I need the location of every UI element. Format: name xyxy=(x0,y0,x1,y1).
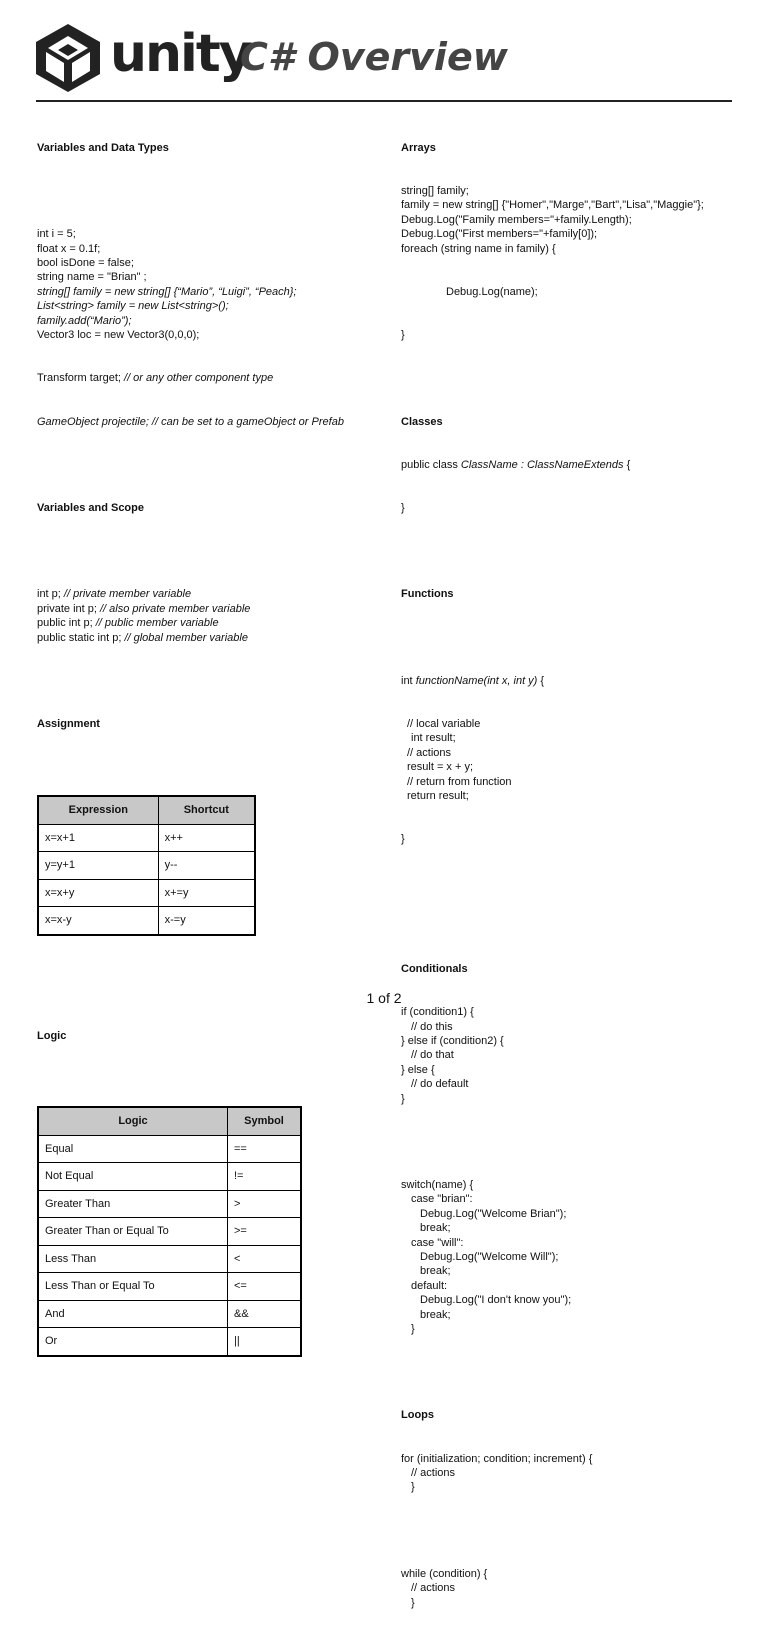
code-line: } else if (condition2) { xyxy=(401,1034,504,1047)
table-cell: > xyxy=(227,1190,301,1218)
code-line: int i = 5; xyxy=(37,228,76,241)
code-line xyxy=(401,458,741,472)
function-code xyxy=(401,717,741,803)
logic-table xyxy=(37,1106,302,1357)
header-divider xyxy=(36,100,732,102)
table-cell: != xyxy=(227,1163,301,1191)
arrays-code xyxy=(401,184,741,256)
section-title-classes: Classes xyxy=(401,415,443,428)
code-line: break; xyxy=(420,1308,451,1321)
code-line: } xyxy=(401,329,405,342)
code-line: } xyxy=(401,501,405,514)
section-title-scope: Variables and Scope xyxy=(37,501,144,514)
code-line: } xyxy=(411,1323,415,1336)
code-line: Debug.Log("Welcome Will"); xyxy=(420,1251,559,1263)
code-line: break; xyxy=(420,1222,451,1235)
section-title-variables: Variables and Data Types xyxy=(37,141,169,154)
code-text: public class xyxy=(401,458,461,471)
table-cell: y-- xyxy=(158,852,255,880)
code-line: } xyxy=(401,833,405,846)
code-line: List<string> family = new List<string>(); xyxy=(37,300,229,313)
section-title-loops: Loops xyxy=(401,1409,434,1422)
while-loop-code xyxy=(401,1567,741,1610)
table-cell: x-=y xyxy=(158,907,255,935)
table-cell: x+=y xyxy=(158,879,255,907)
variables-code xyxy=(37,227,367,342)
table-row xyxy=(38,1135,301,1163)
code-line: string[] family; xyxy=(401,185,469,198)
code-line: int result; xyxy=(411,732,456,745)
table-row xyxy=(38,1328,301,1356)
table-cell: Or xyxy=(38,1328,227,1356)
table-cell: && xyxy=(227,1300,301,1328)
table-row xyxy=(38,1218,301,1246)
code-line: // do default xyxy=(411,1078,469,1091)
left-column xyxy=(37,112,367,1371)
header xyxy=(32,18,732,98)
code-line: case "will": xyxy=(411,1236,464,1249)
code-line: // actions xyxy=(407,746,452,759)
code-line: float x = 0.1f; xyxy=(37,242,101,255)
code-italic: functionName(int x, int y) xyxy=(415,674,538,687)
table-row xyxy=(38,1273,301,1301)
table-header: Expression xyxy=(38,796,158,824)
table-cell: Less Than or Equal To xyxy=(38,1273,227,1301)
code-line xyxy=(401,674,741,688)
section-title-conditionals: Conditionals xyxy=(401,962,468,975)
code-line: bool isDone = false; xyxy=(37,257,134,270)
section-title-arrays: Arrays xyxy=(401,141,436,154)
page-number: 1 of 2 xyxy=(366,990,402,1006)
table-cell: And xyxy=(38,1300,227,1328)
code-line: } xyxy=(401,1092,405,1105)
code-text: int xyxy=(401,674,416,687)
table-row xyxy=(38,1163,301,1191)
code-line: case "brian": xyxy=(411,1193,473,1206)
code-line: // do that xyxy=(411,1049,454,1062)
code-line: if (condition1) { xyxy=(401,1006,474,1019)
code-line xyxy=(37,587,367,601)
unity-logo-icon xyxy=(32,22,104,94)
table-header: Logic xyxy=(38,1107,227,1135)
table-header: Shortcut xyxy=(158,796,255,824)
section-title-logic: Logic xyxy=(37,1030,67,1043)
code-line: switch(name) { xyxy=(401,1178,474,1191)
code-line: string[] family = new string[] {“Mario”, “Luigi”, “Peach}; xyxy=(37,285,297,298)
code-line: GameObject projectile; // can be set to a gameObject or Prefab xyxy=(37,415,344,428)
code-line: // local variable xyxy=(407,718,481,731)
code-line: Debug.Log("Family members="+family.Length); xyxy=(401,213,632,226)
table-row xyxy=(38,1300,301,1328)
code-line: while (condition) { xyxy=(401,1567,488,1580)
code-line: Debug.Log(name); xyxy=(446,285,538,298)
code-line: Debug.Log("First members="+family[0]); xyxy=(401,228,598,241)
code-line: result = x + y; xyxy=(407,761,474,774)
code-line: // actions xyxy=(411,1467,456,1480)
table-cell: < xyxy=(227,1245,301,1273)
table-row xyxy=(38,1190,301,1218)
table-cell: >= xyxy=(227,1218,301,1246)
code-line: return result; xyxy=(407,790,469,803)
table-cell: <= xyxy=(227,1273,301,1301)
table-cell: Not Equal xyxy=(38,1163,227,1191)
for-loop-code xyxy=(401,1452,741,1495)
table-cell: Less Than xyxy=(38,1245,227,1273)
code-line: // return from function xyxy=(407,775,512,788)
section-title-assignment: Assignment xyxy=(37,718,100,730)
table-cell: x++ xyxy=(158,824,255,852)
switch-code xyxy=(401,1178,741,1336)
code-line: foreach (string name in family) { xyxy=(401,242,556,255)
brand-name: unity xyxy=(110,24,251,84)
code-line xyxy=(37,616,367,630)
code-line: family.add(“Mario”); xyxy=(37,314,132,327)
assignment-table xyxy=(37,795,256,936)
code-line: } xyxy=(411,1481,415,1494)
code-comment: // or any other component type xyxy=(124,372,274,385)
code-line: family = new string[] {"Homer","Marge","Bart","Lisa","Maggie"}; xyxy=(401,199,704,212)
code-line: for (initialization; condition; increment) { xyxy=(401,1452,593,1465)
code-text: int p; xyxy=(37,588,64,601)
code-text: private int p; xyxy=(37,602,100,615)
code-line: default: xyxy=(411,1279,448,1292)
table-cell: y=y+1 xyxy=(38,852,158,880)
code-text: { xyxy=(623,458,631,471)
table-row xyxy=(38,1245,301,1273)
table-cell: || xyxy=(227,1328,301,1356)
code-line xyxy=(37,631,367,645)
code-line: // do this xyxy=(411,1020,453,1033)
code-comment: // also private member variable xyxy=(99,602,251,615)
table-row xyxy=(38,824,255,852)
table-row xyxy=(38,907,255,935)
table-header: Symbol xyxy=(227,1107,301,1135)
code-comment: // public member variable xyxy=(95,617,219,630)
table-cell: Equal xyxy=(38,1135,227,1163)
page-title: C# Overview xyxy=(240,35,508,79)
table-row xyxy=(38,879,255,907)
right-column xyxy=(401,112,741,1625)
conditionals-code xyxy=(401,1005,741,1106)
table-cell: x=x+1 xyxy=(38,824,158,852)
code-line xyxy=(37,602,367,616)
section-title-functions: Functions xyxy=(401,588,454,601)
code-line: Vector3 loc = new Vector3(0,0,0); xyxy=(37,329,200,342)
table-cell: x=x+y xyxy=(38,879,158,907)
code-text: { xyxy=(537,674,545,687)
code-line xyxy=(37,371,367,385)
table-cell: Greater Than or Equal To xyxy=(38,1218,227,1246)
table-cell: Greater Than xyxy=(38,1190,227,1218)
code-line: string name = "Brian" ; xyxy=(37,271,147,284)
scope-code xyxy=(37,587,367,645)
code-line: } else { xyxy=(401,1063,435,1076)
code-comment: // global member variable xyxy=(124,631,248,644)
code-italic: ClassName : ClassNameExtends xyxy=(460,458,624,471)
code-text: public static int p; xyxy=(37,631,125,644)
code-comment: // private member variable xyxy=(63,588,192,601)
code-line: Debug.Log("I don't know you"); xyxy=(420,1294,572,1307)
code-line: break; xyxy=(420,1265,451,1278)
table-cell: x=x-y xyxy=(38,907,158,935)
code-text: Transform target; xyxy=(37,372,125,385)
code-text: public int p; xyxy=(37,617,96,630)
code-line: // actions xyxy=(411,1582,456,1595)
code-line: } xyxy=(411,1596,415,1609)
table-cell: == xyxy=(227,1135,301,1163)
code-line: Debug.Log("Welcome Brian"); xyxy=(420,1207,567,1220)
table-row xyxy=(38,852,255,880)
